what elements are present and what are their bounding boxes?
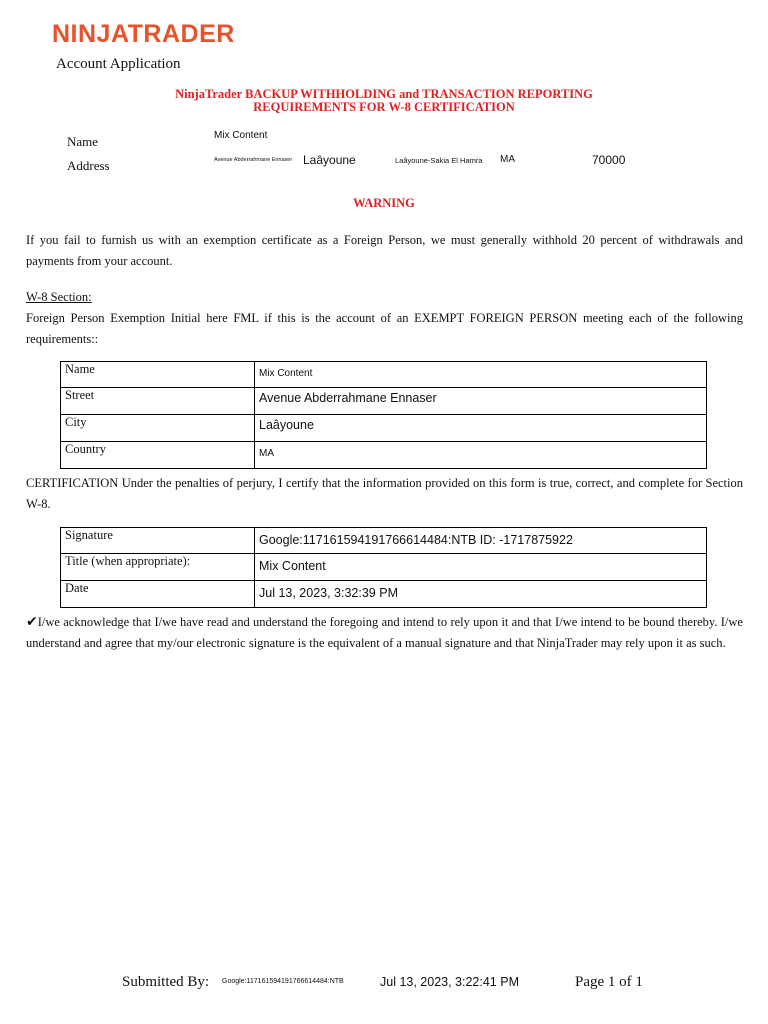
form-heading-line2: REQUIREMENTS FOR W-8 CERTIFICATION xyxy=(253,100,515,114)
table-row xyxy=(61,442,707,469)
address-region: Laâyoune-Sakia El Hamra xyxy=(395,156,483,165)
table-value: MA xyxy=(255,442,707,469)
table-label: Name xyxy=(61,362,255,388)
table-value: Avenue Abderrahmane Ennaser xyxy=(255,388,707,415)
address-street: Avenue Abderrahmane Ennaser xyxy=(214,157,293,163)
page-number: Page 1 of 1 xyxy=(575,974,643,990)
w8-table xyxy=(60,361,707,469)
table-label: Country xyxy=(61,442,255,469)
warning-title: WARNING xyxy=(353,196,415,210)
table-row xyxy=(61,581,707,608)
heading-brand: NinjaTrader xyxy=(175,87,242,101)
table-value: Mix Content xyxy=(255,554,707,581)
certification-text: CERTIFICATION Under the penalties of perjury, I certify that the information provided on this form is true, correct, and complete for Section W-8. xyxy=(26,476,743,511)
heading-line1-rest: BACKUP WITHHOLDING and TRANSACTION REPORTING xyxy=(242,87,593,101)
signature-table xyxy=(60,527,707,608)
address-city: Laâyoune xyxy=(303,153,356,167)
name-value: Mix Content xyxy=(214,130,268,141)
table-label: Date xyxy=(61,581,255,608)
table-row xyxy=(61,554,707,581)
warning-text: If you fail to furnish us with an exemption certificate as a Foreign Person, we must generally withhold 20 percent of withdrawals and payments from your account. xyxy=(26,233,743,268)
acknowledgement-body: I/we acknowledge that I/we have read and understand the foregoing and intend to rely upon it and that I/we intend to be bound thereby. I/we understand and agree that my/our electronic signature is the equivalent of a manual signature and that NinjaTrader may rely upon it as such. xyxy=(26,615,743,650)
table-row xyxy=(61,415,707,442)
table-value: Laâyoune xyxy=(255,415,707,442)
check-icon: ✔ xyxy=(26,614,38,630)
address-country: MA xyxy=(500,154,515,165)
form-heading-line1 xyxy=(0,87,768,101)
name-label: Name xyxy=(67,134,99,149)
table-value: Jul 13, 2023, 3:32:39 PM xyxy=(255,581,707,608)
w8-section-title: W-8 Section: xyxy=(26,290,92,304)
table-row xyxy=(61,528,707,554)
table-value: Google:117161594191766614484:NTB ID: -1717875922 xyxy=(255,528,707,554)
table-row xyxy=(61,388,707,415)
ninjatrader-logo: NINJATRADER xyxy=(52,20,235,48)
table-label: Street xyxy=(61,388,255,415)
table-label: Title (when appropriate): xyxy=(61,554,255,581)
table-label: City xyxy=(61,415,255,442)
table-row xyxy=(61,362,707,388)
submitted-time: Jul 13, 2023, 3:22:41 PM xyxy=(380,975,519,989)
page-subtitle: Account Application xyxy=(56,56,181,72)
address-postal: 70000 xyxy=(592,153,626,167)
table-label: Signature xyxy=(61,528,255,554)
table-value: Mix Content xyxy=(255,362,707,388)
w8-text: Foreign Person Exemption Initial here FML if this is the account of an EXEMPT FOREIGN PERSON meeting each of the following requirements:: xyxy=(26,311,743,346)
submitted-by-label: Submitted By: xyxy=(122,974,210,990)
submitted-by-id: Google:117161594191766614484:NTB xyxy=(222,978,344,985)
address-label: Address xyxy=(67,158,110,173)
acknowledgement-text xyxy=(26,612,743,654)
